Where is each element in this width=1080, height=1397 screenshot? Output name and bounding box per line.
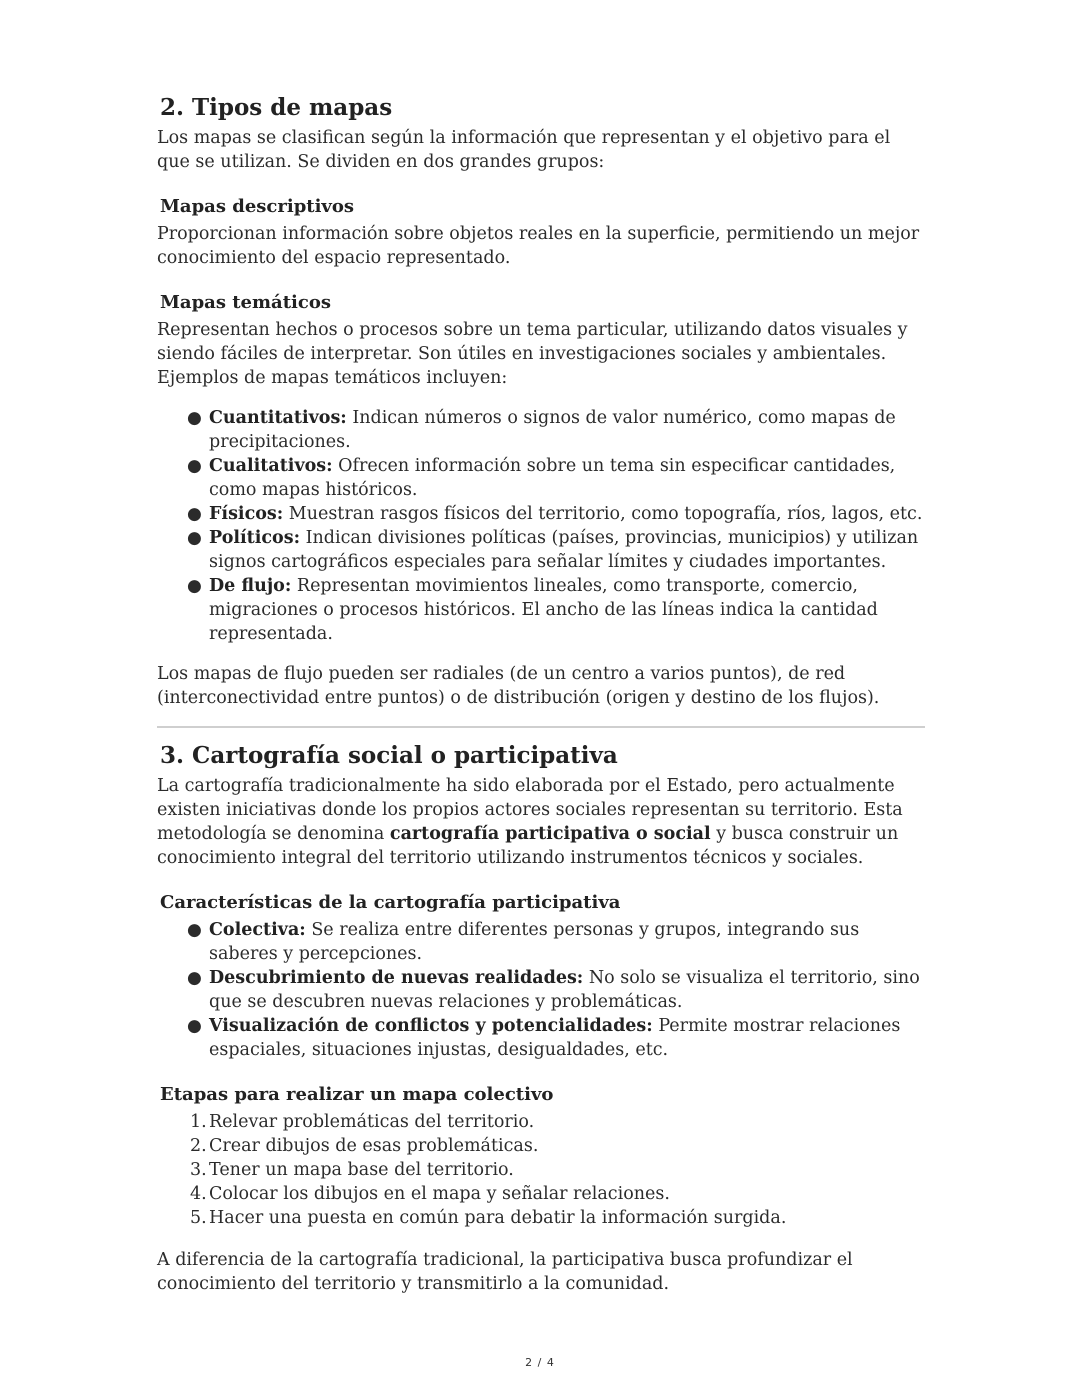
descriptive-maps-title: Mapas descriptivos — [160, 196, 355, 217]
bullet-icon: ● — [187, 576, 202, 596]
list-item-text: Se realiza entre diferentes personas y grupos, integrando sus saberes y percepciones. — [209, 920, 860, 964]
list-item — [187, 502, 925, 526]
list-item — [187, 454, 925, 502]
bullet-icon: ● — [187, 1016, 202, 1036]
list-item — [187, 406, 925, 454]
section-2-intro: Los mapas se clasifican según la información que representan y el objetivo para el que se utilizan. Se dividen en dos grandes grupos: — [157, 128, 891, 172]
section-3-title: 3. Cartografía social o participativa — [160, 742, 618, 769]
list-item-number: 5. — [190, 1208, 207, 1228]
section-2-title: 2. Tipos de mapas — [160, 94, 393, 121]
list-item — [187, 966, 925, 1014]
list-item-term: Políticos: — [209, 528, 301, 548]
thematic-maps-list — [157, 406, 925, 646]
section-divider — [157, 726, 925, 728]
stages-list — [157, 1110, 925, 1230]
bullet-icon: ● — [187, 920, 202, 940]
list-item-term: Cuantitativos: — [209, 408, 347, 428]
descriptive-maps-text: Proporcionan información sobre objetos reales en la superficie, permitiendo un mejor conocimiento del espacio representado. — [157, 224, 920, 268]
list-item-text: Crear dibujos de esas problemáticas. — [209, 1136, 539, 1156]
section-3-conclusion: A diferencia de la cartografía tradicional, la participativa busca profundizar el conocimiento del territorio y transmitirlo a la comunidad. — [157, 1250, 853, 1294]
bullet-icon: ● — [187, 968, 202, 988]
list-item-term: Visualización de conflictos y potencialidades: — [209, 1016, 653, 1036]
characteristics-list — [157, 918, 925, 1062]
thematic-maps-text: Representan hechos o procesos sobre un tema particular, utilizando datos visuales y siendo fáciles de interpretar. Son útiles en investigaciones sociales y ambientales. Ejemplos de mapas temáticos incluyen: — [157, 320, 908, 388]
list-item-text: Permite mostrar relaciones espaciales, situaciones injustas, desigualdades, etc. — [209, 1016, 901, 1060]
bullet-icon: ● — [187, 528, 202, 548]
list-item-text: Indican números o signos de valor numérico, como mapas de precipitaciones. — [209, 408, 896, 452]
list-item-term: Físicos: — [209, 504, 284, 524]
intro-text-end: y busca construir un conocimiento integral del territorio utilizando instrumentos técnicos y sociales. — [157, 824, 899, 868]
list-item-text: Tener un mapa base del territorio. — [209, 1160, 514, 1180]
page-number: 2 / 4 — [525, 1356, 555, 1369]
list-item — [190, 1134, 925, 1158]
list-item-number: 2. — [190, 1136, 207, 1156]
list-item-text: Muestran rasgos físicos del territorio, como topografía, ríos, lagos, etc. — [283, 504, 923, 524]
thematic-maps-title: Mapas temáticos — [160, 292, 331, 313]
bullet-icon: ● — [187, 408, 202, 428]
bullet-icon: ● — [187, 456, 202, 476]
list-item — [190, 1110, 925, 1134]
list-item-term: Cualitativos: — [209, 456, 333, 476]
list-item — [187, 918, 925, 966]
list-item-term: Descubrimiento de nuevas realidades: — [209, 968, 584, 988]
intro-bold-term: cartografía participativa o social — [389, 824, 711, 844]
list-item-text: Colocar los dibujos en el mapa y señalar relaciones. — [209, 1184, 670, 1204]
list-item-text: Ofrecen información sobre un tema sin especificar cantidades, como mapas históricos. — [209, 456, 896, 500]
stages-title: Etapas para realizar un mapa colectivo — [160, 1084, 554, 1105]
list-item — [190, 1206, 925, 1230]
intro-text: La cartografía tradicionalmente ha sido elaborada por el Estado, pero actualmente existen iniciativas donde los propios actores sociales representan su territorio. Esta metodología se denomina — [157, 776, 903, 844]
list-item — [187, 574, 925, 646]
list-item — [190, 1182, 925, 1206]
list-item — [190, 1158, 925, 1182]
list-item-term: De flujo: — [209, 576, 292, 596]
characteristics-title: Características de la cartografía participativa — [160, 892, 621, 913]
list-item-text: Indican divisiones políticas (países, provincias, municipios) y utilizan signos cartográficos especiales para señalar límites y ciudades importantes. — [209, 528, 919, 572]
document-page — [157, 92, 925, 1296]
list-item — [187, 1014, 925, 1062]
list-item-number: 4. — [190, 1184, 207, 1204]
list-item-number: 1. — [190, 1112, 207, 1132]
bullet-icon: ● — [187, 504, 202, 524]
list-item-text: Representan movimientos lineales, como transporte, comercio, migraciones o procesos históricos. El ancho de las líneas indica la cantidad representada. — [209, 576, 878, 644]
flow-maps-note: Los mapas de flujo pueden ser radiales (de un centro a varios puntos), de red (interconectividad entre puntos) o de distribución (origen y destino de los flujos). — [157, 664, 880, 708]
list-item-text: Hacer una puesta en común para debatir la información surgida. — [209, 1208, 787, 1228]
list-item-text: No solo se visualiza el territorio, sino que se descubren nuevas relaciones y problemáticas. — [209, 968, 920, 1012]
list-item-term: Colectiva: — [209, 920, 306, 940]
list-item-text: Relevar problemáticas del territorio. — [209, 1112, 535, 1132]
section-3-intro — [157, 774, 925, 870]
list-item — [187, 526, 925, 574]
list-item-number: 3. — [190, 1160, 207, 1180]
